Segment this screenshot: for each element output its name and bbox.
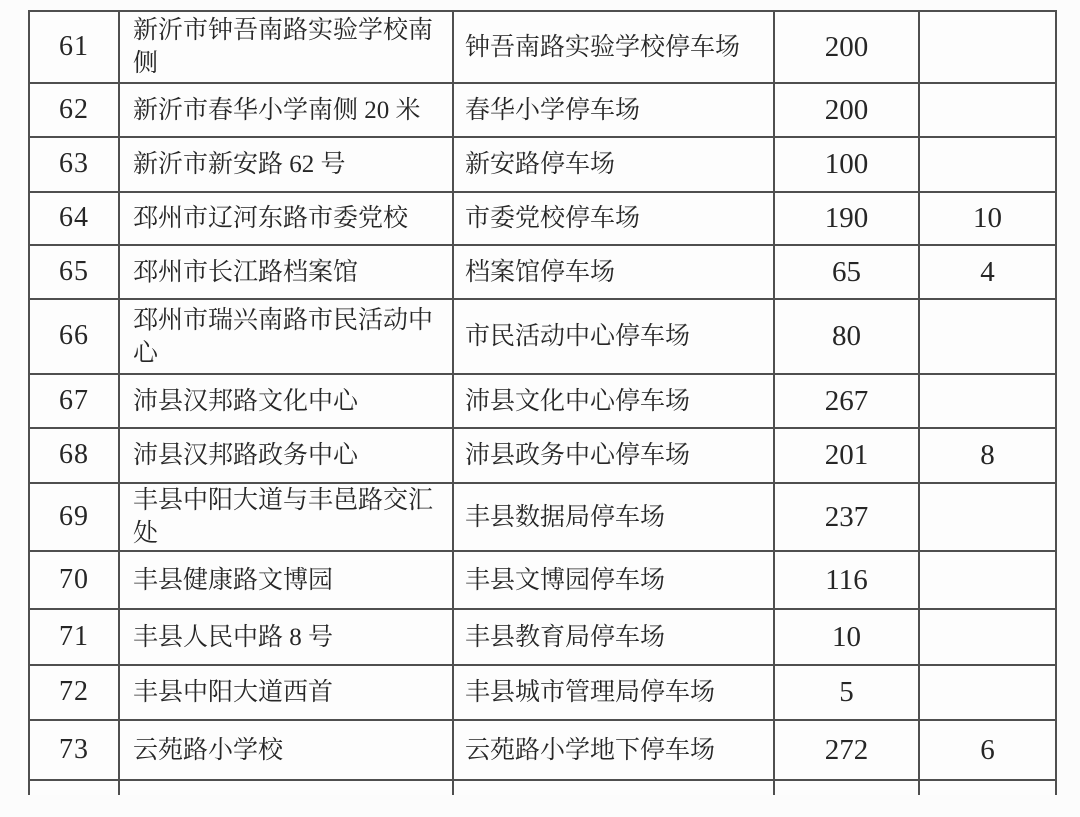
row-number-cell: 69: [29, 483, 119, 551]
table-row: [29, 665, 1056, 720]
spaces-cell: 190: [774, 192, 919, 245]
extra-count-cell: 8: [919, 428, 1056, 483]
spaces-cell: 10: [774, 609, 919, 665]
extra-count-cell: [919, 83, 1056, 137]
extra-count-cell: 4: [919, 245, 1056, 299]
extra-count-cell: 10: [919, 192, 1056, 245]
spaces-cell: 200: [774, 11, 919, 83]
extra-count-cell: [919, 137, 1056, 192]
table-row: [29, 483, 1056, 551]
parking-name-cell: 沛县文化中心停车场: [453, 374, 774, 428]
parking-name-cell: 市委党校停车场: [453, 192, 774, 245]
table-row: [29, 428, 1056, 483]
spaces-cell: 200: [774, 83, 919, 137]
table-row-partial: [29, 780, 1056, 795]
parking-name-cell: 钟吾南路实验学校停车场: [453, 11, 774, 83]
extra-count-cell: [919, 483, 1056, 551]
row-number-cell: 66: [29, 299, 119, 374]
table-row: [29, 551, 1056, 609]
spaces-cell: [774, 780, 919, 795]
parking-name-cell: 沛县政务中心停车场: [453, 428, 774, 483]
row-number-cell: 63: [29, 137, 119, 192]
parking-name-cell: 丰县数据局停车场: [453, 483, 774, 551]
location-cell: 新沂市新安路 62 号: [119, 137, 453, 192]
row-number-cell: [29, 780, 119, 795]
location-cell: 丰县人民中路 8 号: [119, 609, 453, 665]
parking-name-cell: 丰县教育局停车场: [453, 609, 774, 665]
location-cell: 云苑路小学校: [119, 720, 453, 780]
table-row: [29, 609, 1056, 665]
extra-count-cell: [919, 551, 1056, 609]
spaces-cell: 201: [774, 428, 919, 483]
extra-count-cell: [919, 665, 1056, 720]
location-cell: 新沂市春华小学南侧 20 米: [119, 83, 453, 137]
extra-count-cell: [919, 780, 1056, 795]
location-cell: 沛县汉邦路政务中心: [119, 428, 453, 483]
row-number-cell: 67: [29, 374, 119, 428]
parking-name-cell: 丰县文博园停车场: [453, 551, 774, 609]
table-row: [29, 11, 1056, 83]
table-row: [29, 245, 1056, 299]
extra-count-cell: 6: [919, 720, 1056, 780]
row-number-cell: 62: [29, 83, 119, 137]
extra-count-cell: [919, 299, 1056, 374]
spaces-cell: 116: [774, 551, 919, 609]
location-cell: 邳州市长江路档案馆: [119, 245, 453, 299]
location-cell: 丰县中阳大道与丰邑路交汇处: [119, 483, 453, 551]
row-number-cell: 64: [29, 192, 119, 245]
location-cell: 丰县健康路文博园: [119, 551, 453, 609]
spaces-cell: 80: [774, 299, 919, 374]
spaces-cell: 267: [774, 374, 919, 428]
parking-name-cell: 新安路停车场: [453, 137, 774, 192]
location-cell: 丰县中阳大道西首: [119, 665, 453, 720]
spaces-cell: 100: [774, 137, 919, 192]
extra-count-cell: [919, 374, 1056, 428]
row-number-cell: 61: [29, 11, 119, 83]
table-row: [29, 137, 1056, 192]
table-row: [29, 83, 1056, 137]
parking-name-cell: 档案馆停车场: [453, 245, 774, 299]
parking-lot-table: [28, 10, 1057, 795]
row-number-cell: 72: [29, 665, 119, 720]
location-cell: 沛县汉邦路文化中心: [119, 374, 453, 428]
spaces-cell: 65: [774, 245, 919, 299]
location-cell: [119, 780, 453, 795]
parking-name-cell: 云苑路小学地下停车场: [453, 720, 774, 780]
row-number-cell: 68: [29, 428, 119, 483]
table-row: [29, 374, 1056, 428]
parking-name-cell: 市民活动中心停车场: [453, 299, 774, 374]
row-number-cell: 73: [29, 720, 119, 780]
extra-count-cell: [919, 11, 1056, 83]
spaces-cell: 272: [774, 720, 919, 780]
row-number-cell: 65: [29, 245, 119, 299]
spaces-cell: 237: [774, 483, 919, 551]
location-cell: 邳州市辽河东路市委党校: [119, 192, 453, 245]
parking-name-cell: 丰县城市管理局停车场: [453, 665, 774, 720]
spaces-cell: 5: [774, 665, 919, 720]
location-cell: 邳州市瑞兴南路市民活动中心: [119, 299, 453, 374]
row-number-cell: 71: [29, 609, 119, 665]
parking-name-cell: [453, 780, 774, 795]
table-row: [29, 192, 1056, 245]
row-number-cell: 70: [29, 551, 119, 609]
table-row: [29, 720, 1056, 780]
location-cell: 新沂市钟吾南路实验学校南侧: [119, 11, 453, 83]
parking-name-cell: 春华小学停车场: [453, 83, 774, 137]
table-row: [29, 299, 1056, 374]
extra-count-cell: [919, 609, 1056, 665]
